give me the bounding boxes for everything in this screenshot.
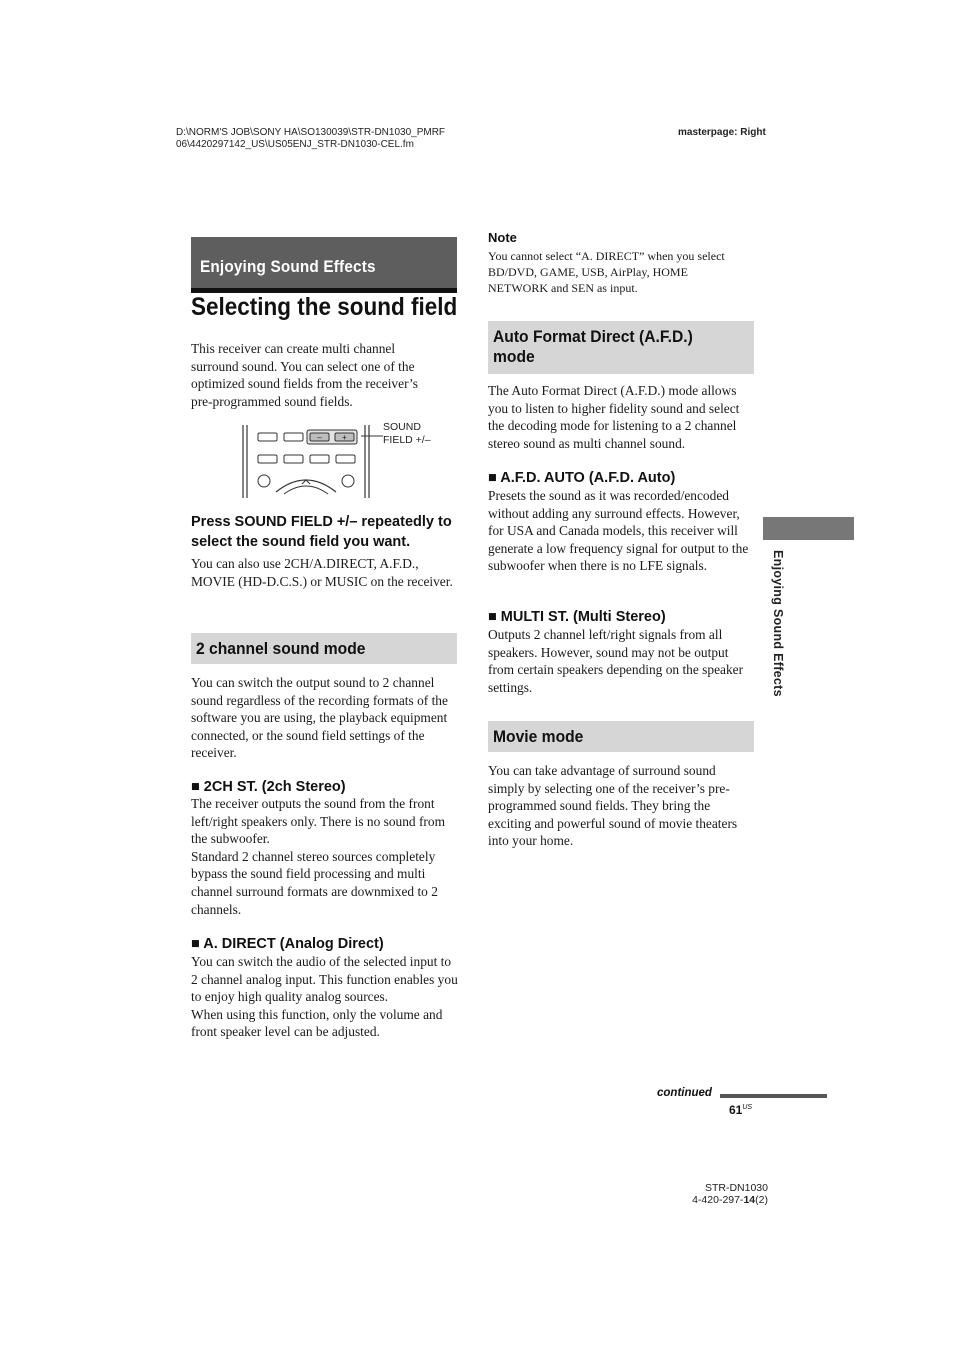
continued-rule xyxy=(720,1094,827,1098)
side-tab-marker xyxy=(763,517,854,540)
file-path-header xyxy=(176,127,445,151)
remote-illustration xyxy=(240,422,375,500)
afd-paragraph: The Auto Format Direct (A.F.D.) mode allows you to listen to higher fidelity sound and select the decoding mode for listening to a 2 channel stereo sound as multi channel sound. xyxy=(488,383,740,451)
instruction-heading: Press SOUND FIELD +/– repeatedly to select the sound field you want. xyxy=(191,514,452,550)
remote-button xyxy=(310,455,329,463)
analog-direct-paragraph-2: When using this function, only the volume and front speaker level can be adjusted. xyxy=(191,1006,443,1040)
afd-auto-heading: ■ A.F.D. AUTO (A.F.D. Auto) xyxy=(488,470,676,486)
file-path-line-1: D:\NORM'S JOB\SONY HA\SO130039\STR-DN1030_PMRF xyxy=(176,127,446,138)
plus-glyph: + xyxy=(342,433,347,442)
page-title: Selecting the sound field xyxy=(191,293,458,321)
section-banner xyxy=(191,237,457,293)
model-info xyxy=(686,1182,768,1206)
part-code-bold: 14 xyxy=(743,1194,756,1206)
afd-heading-box xyxy=(488,321,754,374)
note-heading: Note xyxy=(488,230,517,245)
afd-auto-paragraph: Presets the sound as it was recorded/encoded without adding any surround effects. However, for USA and Canada models, this receiver will generate a low frequency signal for output to the subwoofer when there is no LFE signals. xyxy=(488,488,749,574)
remote-button xyxy=(284,433,303,441)
afd-heading: Auto Format Direct (A.F.D.) mode xyxy=(493,327,693,366)
remote-dpad-inner-arc xyxy=(284,486,328,494)
remote-button xyxy=(336,455,355,463)
two-channel-heading: 2 channel sound mode xyxy=(196,639,366,658)
remote-button xyxy=(284,455,303,463)
page-number-suffix: US xyxy=(742,1104,753,1111)
movie-heading-box xyxy=(488,721,754,752)
analog-direct-body xyxy=(191,953,459,1041)
multi-stereo-paragraph: Outputs 2 channel left/right signals from all speakers. However, sound may not be output from certain speakers depending on the speaker settings. xyxy=(488,627,744,695)
note-text: You cannot select “A. DIRECT” when you select BD/DVD, GAME, USB, AirPlay, HOME NETWORK and SEN as input. xyxy=(488,249,725,295)
continued-label: continued xyxy=(657,1087,712,1099)
part-code-prefix: 4-420-297- xyxy=(692,1194,744,1206)
page-number xyxy=(729,1103,752,1117)
remote-callout-label xyxy=(383,421,431,447)
multi-stereo-heading: ■ MULTI ST. (Multi Stereo) xyxy=(488,609,666,625)
file-path-line-2: 06\4420297142_US\US05ENJ_STR-DN1030-CEL.fm xyxy=(176,139,414,150)
two-ch-stereo-body xyxy=(191,795,457,918)
part-code xyxy=(686,1194,768,1206)
two-ch-stereo-paragraph-1: The receiver outputs the sound from the front left/right speakers only. There is no sound from the subwoofer. xyxy=(191,796,445,847)
page-number-value: 61 xyxy=(729,1103,743,1117)
masterpage-label: masterpage: Right xyxy=(678,127,766,138)
analog-direct-heading: ■ A. DIRECT (Analog Direct) xyxy=(191,936,384,952)
remote-round-button xyxy=(258,475,270,487)
remote-label-line-1: SOUND xyxy=(383,421,421,433)
movie-heading: Movie mode xyxy=(493,727,584,746)
minus-glyph: – xyxy=(317,433,322,442)
remote-button xyxy=(258,455,277,463)
remote-button xyxy=(258,433,277,441)
analog-direct-paragraph-1: You can switch the audio of the selected input to 2 channel analog input. This function enables you to enjoy high quality analog sources. xyxy=(191,954,458,1005)
movie-paragraph: You can take advantage of surround sound simply by selecting one of the receiver’s pre-programmed sound fields. They bring the exciting and powerful sound of movie theaters into your home. xyxy=(488,763,738,849)
callout-line xyxy=(361,432,385,440)
remote-round-button xyxy=(342,475,354,487)
two-channel-paragraph: You can switch the output sound to 2 channel sound regardless of the recording formats of the software you are using, the playback equipment connected, or the sound field settings of the receiver. xyxy=(191,675,448,761)
two-channel-heading-box xyxy=(191,633,457,664)
two-ch-stereo-paragraph-2: Standard 2 channel stereo sources completely bypass the sound field processing and multi channel surround formats are downmixed to 2 channels. xyxy=(191,848,438,917)
instruction-detail: You can also use 2CH/A.DIRECT, A.F.D., MOVIE (HD-D.C.S.) or MUSIC on the receiver. xyxy=(191,556,453,589)
intro-paragraph: This receiver can create multi channel surround sound. You can select one of the optimized sound fields from the receiver’s pre-programmed sound fields. xyxy=(191,341,418,409)
model-number: STR-DN1030 xyxy=(704,1182,768,1194)
section-banner-text: Enjoying Sound Effects xyxy=(200,257,376,276)
remote-label-line-2: FIELD +/– xyxy=(383,434,431,446)
part-code-suffix: (2) xyxy=(755,1194,768,1206)
side-section-label: Enjoying Sound Effects xyxy=(771,550,785,697)
two-ch-stereo-heading: ■ 2CH ST. (2ch Stereo) xyxy=(191,779,346,795)
